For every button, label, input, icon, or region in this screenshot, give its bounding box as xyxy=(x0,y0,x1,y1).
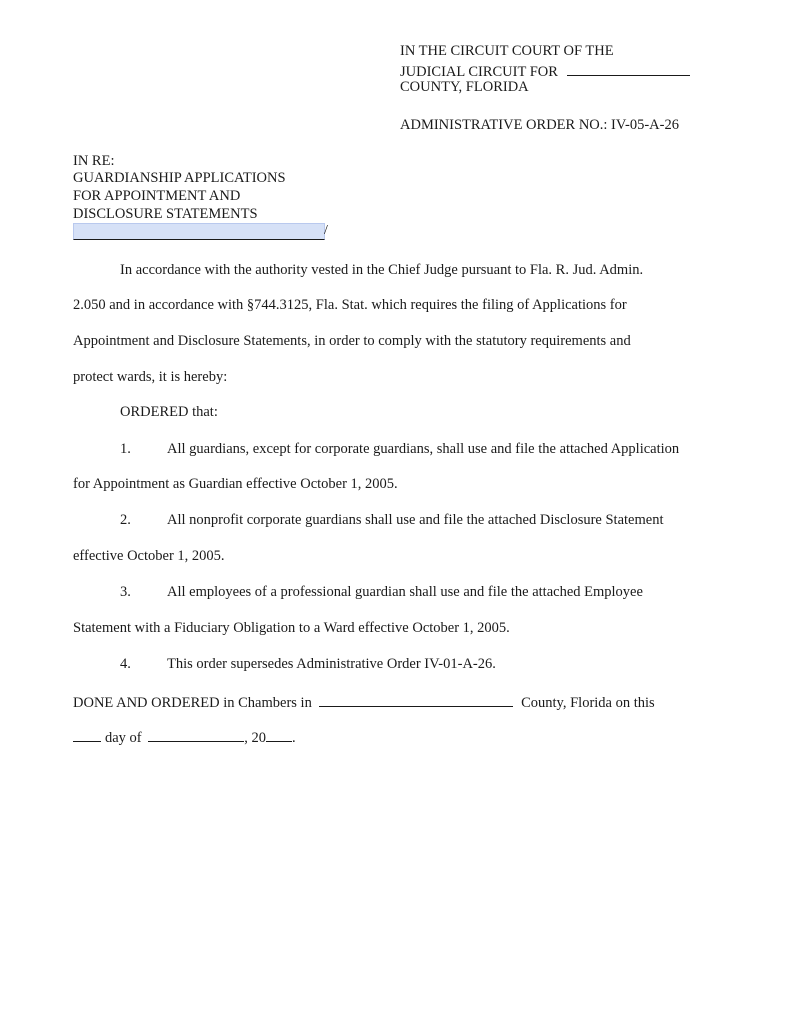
circuit-blank xyxy=(567,61,690,76)
court-heading-line1: IN THE CIRCUIT COURT OF THE xyxy=(400,43,614,59)
year-blank xyxy=(266,727,292,742)
year-prefix: , 20 xyxy=(244,730,267,746)
done-and-ordered-line xyxy=(73,692,655,712)
item-number: 3. xyxy=(120,584,131,600)
county-blank xyxy=(319,692,513,707)
item-text-line2: Statement with a Fiduciary Obligation to a Ward effective October 1, 2005. xyxy=(73,620,510,636)
item-text-line1: All nonprofit corporate guardians shall use and file the attached Disclosure Statement xyxy=(167,512,664,528)
court-heading-line2-text: JUDICIAL CIRCUIT FOR xyxy=(400,64,558,80)
item-text-line2: for Appointment as Guardian effective October 1, 2005. xyxy=(73,476,398,492)
preamble-line3: Appointment and Disclosure Statements, in order to comply with the statutory requirements and xyxy=(73,333,631,349)
in-re-line1: GUARDIANSHIP APPLICATIONS xyxy=(73,170,286,186)
administrative-order-number: ADMINISTRATIVE ORDER NO.: IV-05-A-26 xyxy=(400,117,679,133)
in-re-label: IN RE: xyxy=(73,153,115,169)
in-re-form-field[interactable] xyxy=(73,223,325,240)
item-text-line2: effective October 1, 2005. xyxy=(73,548,225,564)
item-text-line1: All employees of a professional guardian shall use and file the attached Employee xyxy=(167,584,643,600)
item-number: 2. xyxy=(120,512,131,528)
done-suffix: County, Florida on this xyxy=(521,695,655,711)
done-prefix: DONE AND ORDERED in Chambers in xyxy=(73,695,312,711)
item-text-line1: This order supersedes Administrative Order IV-01-A-26. xyxy=(167,656,496,672)
item-text-line1: All guardians, except for corporate guardians, shall use and file the attached Application xyxy=(167,441,680,457)
day-of-label: day of xyxy=(105,730,142,746)
item-number: 4. xyxy=(120,656,131,672)
in-re-line3: DISCLOSURE STATEMENTS xyxy=(73,206,258,222)
in-re-line2: FOR APPOINTMENT AND xyxy=(73,188,241,204)
in-re-slash: / xyxy=(324,223,328,238)
preamble-line1: In accordance with the authority vested in the Chief Judge pursuant to Fla. R. Jud. Admin. xyxy=(120,262,644,278)
date-line xyxy=(73,727,296,747)
date-period: . xyxy=(292,730,296,746)
preamble-line4: protect wards, it is hereby: xyxy=(73,369,228,385)
court-heading-line3: COUNTY, FLORIDA xyxy=(400,79,529,95)
item-number: 1. xyxy=(120,441,131,457)
preamble-line2: 2.050 and in accordance with §744.3125, Fla. Stat. which requires the filing of Applications for xyxy=(73,297,627,313)
month-blank xyxy=(148,727,244,742)
ordered-heading: ORDERED that: xyxy=(120,404,218,420)
day-blank xyxy=(73,727,101,742)
